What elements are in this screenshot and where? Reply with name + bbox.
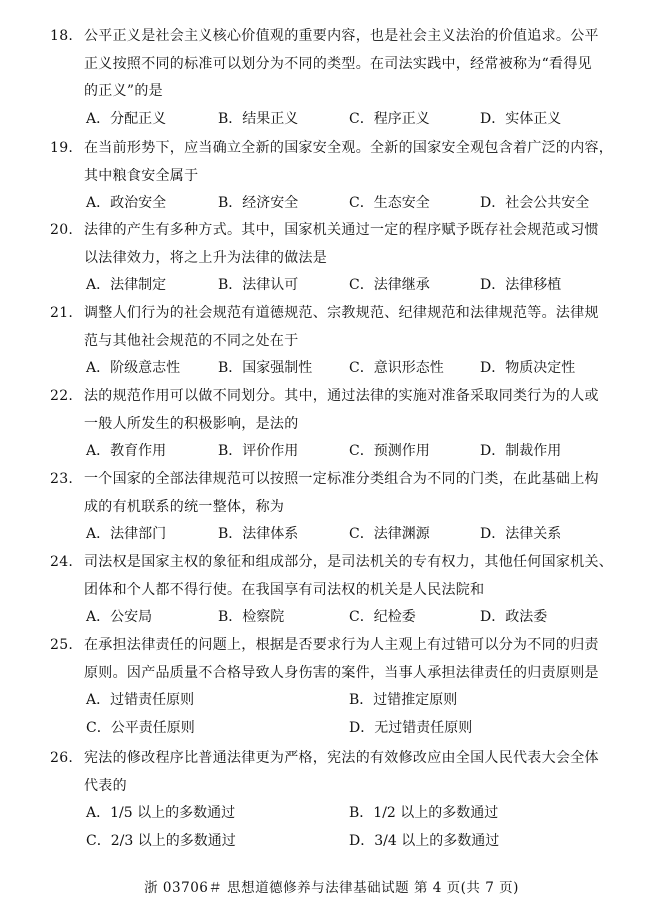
- question-text: 宪法的修改程序比普通法律更为严格，宪法的有效修改应由全国人民代表大会全体: [84, 750, 599, 766]
- page-footer: 浙 03706＃ 思想道德修养与法律基础试题 第 4 页(共 7 页): [144, 880, 519, 896]
- question-23: [50, 466, 630, 549]
- option-row: [50, 190, 630, 218]
- question-25: [50, 632, 630, 742]
- option-d: D．制裁作用: [480, 443, 562, 459]
- option-c: C．意识形态性: [349, 360, 444, 376]
- question-text: 在承担法律责任的问题上，根据是否要求行为人主观上有过错可以分为不同的归责: [84, 637, 599, 653]
- question-number: 26.: [50, 750, 74, 766]
- option-c: C．纪检委: [349, 609, 416, 625]
- option-a: A．法律部门: [86, 526, 167, 542]
- question-text: 范与其他社会规范的不同之处在于: [84, 332, 299, 349]
- option-a: A．分配正义: [86, 110, 167, 127]
- question-text: 司法权是国家主权的象征和组成部分，是司法机关的专有权力，其他任何国家机关、: [84, 554, 614, 570]
- question-text: 以法律效力，将之上升为法律的做法是: [84, 249, 328, 266]
- question-text: 团体和个人都不得行使。在我国享有司法权的机关是人民法院和: [84, 581, 485, 598]
- question-26: [50, 745, 630, 855]
- option-c: C．预测作用: [349, 443, 430, 459]
- question-number: 25.: [50, 637, 74, 653]
- option-b: B．法律认可: [218, 277, 299, 293]
- question-20: [50, 217, 630, 300]
- question-18: [50, 23, 630, 133]
- question-text: 法的规范作用可以做不同划分。其中，通过法律的实施对准备采取同类行为的人或: [84, 388, 599, 404]
- option-c: C．程序正义: [349, 110, 430, 127]
- option-d: D．3/4 以上的多数通过: [349, 832, 500, 849]
- question-text: 成的有机联系的统一整体，称为: [84, 498, 285, 515]
- option-d: D．实体正义: [480, 110, 562, 127]
- option-a: A．法律制定: [86, 277, 167, 293]
- question-text: 公平正义是社会主义核心价值观的重要内容，也是社会主义法治的价值追求。公平: [84, 28, 599, 44]
- option-b: B．检察院: [218, 609, 285, 625]
- option-c: C．2/3 以上的多数通过: [86, 832, 236, 849]
- option-a: A．教育作用: [86, 443, 167, 459]
- option-b: B．法律体系: [218, 526, 299, 542]
- question-text: 代表的: [84, 777, 127, 794]
- option-b: B．1/2 以上的多数通过: [349, 805, 499, 821]
- option-c: C．公平责任原则: [86, 719, 195, 736]
- option-row: [50, 715, 630, 743]
- question-21: [50, 300, 630, 383]
- option-b: B．过错推定原则: [349, 692, 458, 708]
- option-d: D．无过错责任原则: [349, 719, 473, 736]
- option-row: [50, 521, 630, 549]
- question-24: [50, 549, 630, 632]
- option-d: D．法律关系: [480, 526, 562, 542]
- option-row: [50, 106, 630, 134]
- question-text: 在当前形势下，应当确立全新的国家安全观。全新的国家安全观包含着广泛的内容，: [84, 140, 614, 156]
- option-row: [50, 355, 630, 383]
- question-text: 调整人们行为的社会规范有道德规范、宗教规范、纪律规范和法律规范等。法律规: [84, 305, 599, 321]
- option-a: A．政治安全: [86, 195, 167, 211]
- question-number: 23.: [50, 471, 74, 487]
- question-text: 的正义”的是: [84, 83, 163, 99]
- option-c: C．法律渊源: [349, 526, 430, 542]
- question-number: 22.: [50, 388, 74, 404]
- option-d: D．政法委: [480, 609, 548, 625]
- option-a: A．1/5 以上的多数通过: [86, 805, 236, 821]
- question-number: 24.: [50, 554, 74, 570]
- option-a: A．公安局: [86, 609, 153, 625]
- option-row: [50, 438, 630, 466]
- question-19: [50, 135, 630, 218]
- option-b: B．国家强制性: [218, 360, 313, 376]
- question-text: 一般人所发生的积极影响，是法的: [84, 415, 299, 432]
- option-d: D．社会公共安全: [480, 195, 590, 211]
- option-a: A．过错责任原则: [86, 692, 195, 708]
- option-d: D．法律移植: [480, 277, 562, 293]
- option-row: [50, 687, 630, 715]
- option-c: C．法律继承: [349, 277, 430, 293]
- question-text: 法律的产生有多种方式。其中，国家机关通过一定的程序赋予既存社会规范或习惯: [84, 222, 599, 238]
- option-c: C．生态安全: [349, 195, 430, 211]
- option-b: B．评价作用: [218, 443, 299, 459]
- question-number: 21.: [50, 305, 74, 321]
- option-row: [50, 604, 630, 632]
- option-b: B．经济安全: [218, 195, 299, 211]
- option-b: B．结果正义: [218, 110, 299, 127]
- question-text: 正义按照不同的标准可以划分为不同的类型。在司法实践中，经常被称为“看得见: [84, 55, 592, 72]
- question-number: 19.: [50, 140, 74, 156]
- question-number: 18.: [50, 28, 74, 44]
- option-d: D．物质决定性: [480, 360, 576, 376]
- question-22: [50, 383, 630, 466]
- question-text: 一个国家的全部法律规范可以按照一定标准分类组合为不同的门类，在此基础上构: [84, 471, 599, 487]
- option-row: [50, 800, 630, 828]
- option-a: A．阶级意志性: [86, 360, 181, 376]
- question-text: 原则。因产品质量不合格导致人身伤害的案件，当事人承担法律责任的归责原则是: [84, 664, 599, 681]
- question-text: 其中粮食安全属于: [84, 167, 199, 184]
- option-row: [50, 272, 630, 300]
- option-row: [50, 828, 630, 856]
- question-number: 20.: [50, 222, 74, 238]
